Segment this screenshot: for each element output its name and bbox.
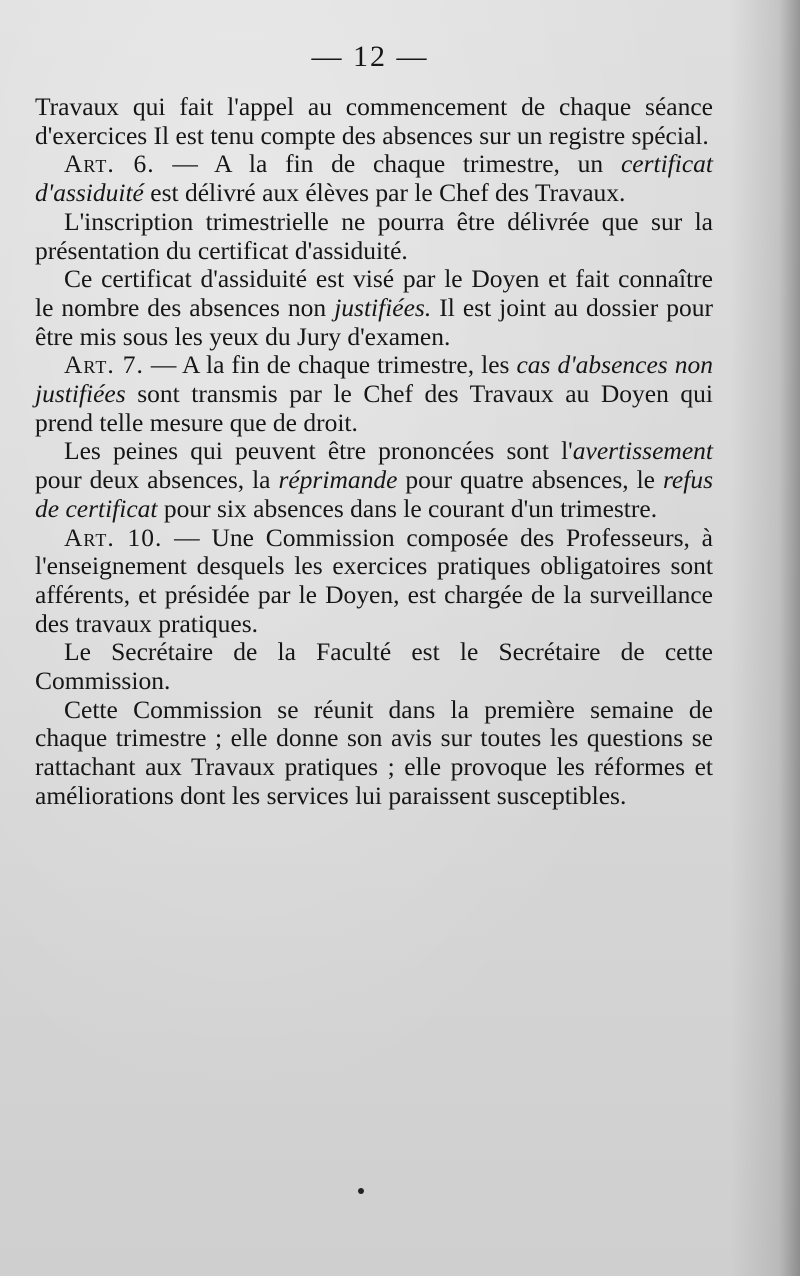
paragraph <box>35 437 713 523</box>
page-number: — 12 — <box>311 40 429 73</box>
paragraph-text: sont transmis par le Chef des Travaux au Doyen qui prend telle mesure que de droit. <box>35 379 713 437</box>
paragraph <box>35 638 713 695</box>
article-number: Art. 6. <box>64 149 155 179</box>
paragraph <box>35 524 713 639</box>
paragraph-text: Cette Commission se réunit dans la première semaine de chaque trimestre ; elle donne son avis sur toutes les questions se rattachant aux Travaux pratiques ; elle provoque les réformes et améliorations dont les services lui paraissent susceptibles. <box>35 694 713 810</box>
body-text <box>35 93 713 811</box>
italic-text: cas d'absences non justifiées <box>35 350 714 409</box>
paragraph <box>35 696 713 811</box>
paragraph <box>35 150 713 207</box>
paragraph-text: Travaux qui fait l'appel au commencement de chaque séance d'exercices Il est tenu compte des absences sur un registre spécial. <box>35 92 713 150</box>
paragraph-text: est délivré aux élèves par le Chef des Travaux. <box>143 178 626 208</box>
italic-text: certificat d'assiduité <box>35 149 713 208</box>
paragraph <box>35 208 713 265</box>
italic-text: refus de certificat <box>35 465 713 523</box>
paragraph-text: Le Secrétaire de la Faculté est le Secrétaire de cette Commission. <box>35 637 713 696</box>
paragraph-text: pour deux absences, la <box>35 465 279 495</box>
italic-text: justifiées. <box>334 292 432 322</box>
italic-text: réprimande <box>278 465 398 495</box>
paragraph-text: L'inscription trimestrielle ne pourra être délivrée que sur la présentation du certificat d'assiduité. <box>35 206 713 265</box>
paragraph-text: — A la fin de chaque trimestre, les <box>143 350 517 380</box>
article-number: Art. 7. <box>64 350 144 380</box>
paragraph-text: pour quatre absences, le <box>397 465 663 495</box>
paragraph-text: Les peines qui peuvent être prononcées sont l' <box>64 436 573 466</box>
paragraph-text: Ce certificat d'assiduité est visé par le Doyen et fait connaître le nombre des absences non <box>35 264 713 322</box>
paragraph <box>35 265 713 351</box>
torn-page-edge <box>730 0 800 1276</box>
paragraph-text: — A la fin de chaque trimestre, un <box>154 149 621 179</box>
paragraph-text: Il est joint au dossier pour être mis sous les yeux du Jury d'examen. <box>35 292 713 351</box>
paragraph <box>35 351 713 437</box>
article-number: Art. 10. <box>64 522 163 552</box>
paragraph-text: pour six absences dans le courant d'un trimestre. <box>157 493 658 523</box>
ink-dot <box>358 1188 364 1194</box>
paragraph <box>35 93 713 150</box>
italic-text: avertissement <box>572 436 713 466</box>
paragraph-text: — Une Commission composée des Professeurs, à l'enseignement desquels les exercices pratiques obligatoires sont afférents, et présidée par le Doyen, est chargée de la surveillance des travaux pratiques. <box>35 522 713 638</box>
